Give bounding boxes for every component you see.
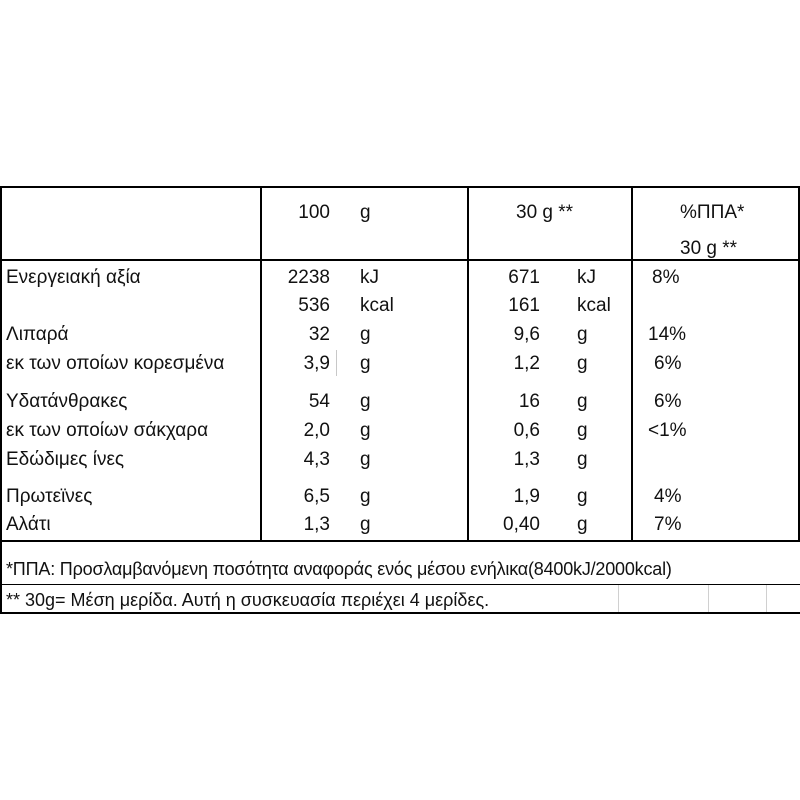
row-unit-100: kJ [360,267,379,288]
row-label: Ενεργειακή αξία [6,267,141,288]
row-label: Αλάτι [6,514,51,535]
row-label: Υδατάνθρακες [6,391,128,412]
row-value-100: 4,3 [303,449,330,470]
row-label: Λιπαρά [6,324,69,345]
grid-line-faint-2 [708,585,709,612]
row-unit-portion: kcal [577,295,611,316]
row-unit-portion: g [577,514,588,535]
row-unit-portion: kJ [577,267,596,288]
row-unit-100: g [360,486,371,507]
row-unit-portion: g [577,420,588,441]
row-value-portion: 1,2 [513,353,540,374]
row-pct: 4% [654,486,682,507]
row-value-portion: 1,3 [513,449,540,470]
table-border-body-bottom [0,540,800,542]
row-unit-100: g [360,391,371,412]
header-pct-sub: 30 g ** [680,238,738,259]
row-unit-100: g [360,449,371,470]
row-value-100: 54 [308,391,330,412]
row-unit-portion: g [577,449,588,470]
row-value-100: 1,3 [303,514,330,535]
footnote-portion: ** 30g= Μέση μερίδα. Αυτή η συσκευασία περιέχει 4 μερίδες. [6,590,490,610]
row-unit-100: g [360,420,371,441]
row-value-portion: 161 [508,295,540,316]
header-100: 100 [298,202,330,223]
row-value-portion: 1,9 [513,486,540,507]
row-value-portion: 0,6 [513,420,540,441]
row-unit-100: g [360,514,371,535]
table-border-left [0,186,2,614]
row-label: Εδώδιμες ίνες [6,449,125,470]
row-label: Πρωτεϊνες [6,486,93,507]
grid-line-faint-3 [766,585,767,612]
row-value-portion: 9,6 [513,324,540,345]
row-unit-100: kcal [360,295,394,316]
table-border-bottom [0,612,800,614]
row-unit-portion: g [577,486,588,507]
row-pct: <1% [648,420,687,441]
row-pct: 14% [648,324,687,345]
row-value-100: 536 [298,295,330,316]
row-value-100: 2,0 [303,420,330,441]
footnote-ppa: *ΠΠΑ: Προσλαμβανόμενη ποσότητα αναφοράς ενός μέσου ενήλικα(8400kJ/2000kcal) [6,559,672,579]
row-pct: 6% [654,391,682,412]
row-value-portion: 0,40 [503,514,540,535]
row-value-portion: 16 [518,391,540,412]
row-unit-portion: g [577,324,588,345]
row-pct: 8% [652,267,680,288]
row-unit-portion: g [577,391,588,412]
row-value-100: 3,9 [303,353,330,374]
column-divider-2 [467,186,469,542]
row-label: εκ των οποίων σάκχαρα [6,420,209,441]
cell-selection-mark [336,350,337,376]
row-unit-100: g [360,353,371,374]
row-unit-portion: g [577,353,588,374]
row-value-100: 32 [308,324,330,345]
row-label: εκ των οποίων κορεσμένα [6,353,225,374]
header-portion: 30 g ** [516,202,574,223]
header-100-unit: g [360,202,371,223]
column-divider-1 [260,186,262,542]
grid-line-faint-1 [618,585,619,612]
table-border-top [0,186,800,188]
row-value-100: 2238 [287,267,330,288]
row-unit-100: g [360,324,371,345]
row-pct: 7% [654,514,682,535]
table-border-header-bottom [0,259,800,261]
row-value-100: 6,5 [303,486,330,507]
column-divider-3 [631,186,633,542]
header-pct: %ΠΠΑ* [680,202,745,223]
row-value-portion: 671 [508,267,540,288]
table-border-footnote-mid [0,584,800,585]
row-pct: 6% [654,353,682,374]
